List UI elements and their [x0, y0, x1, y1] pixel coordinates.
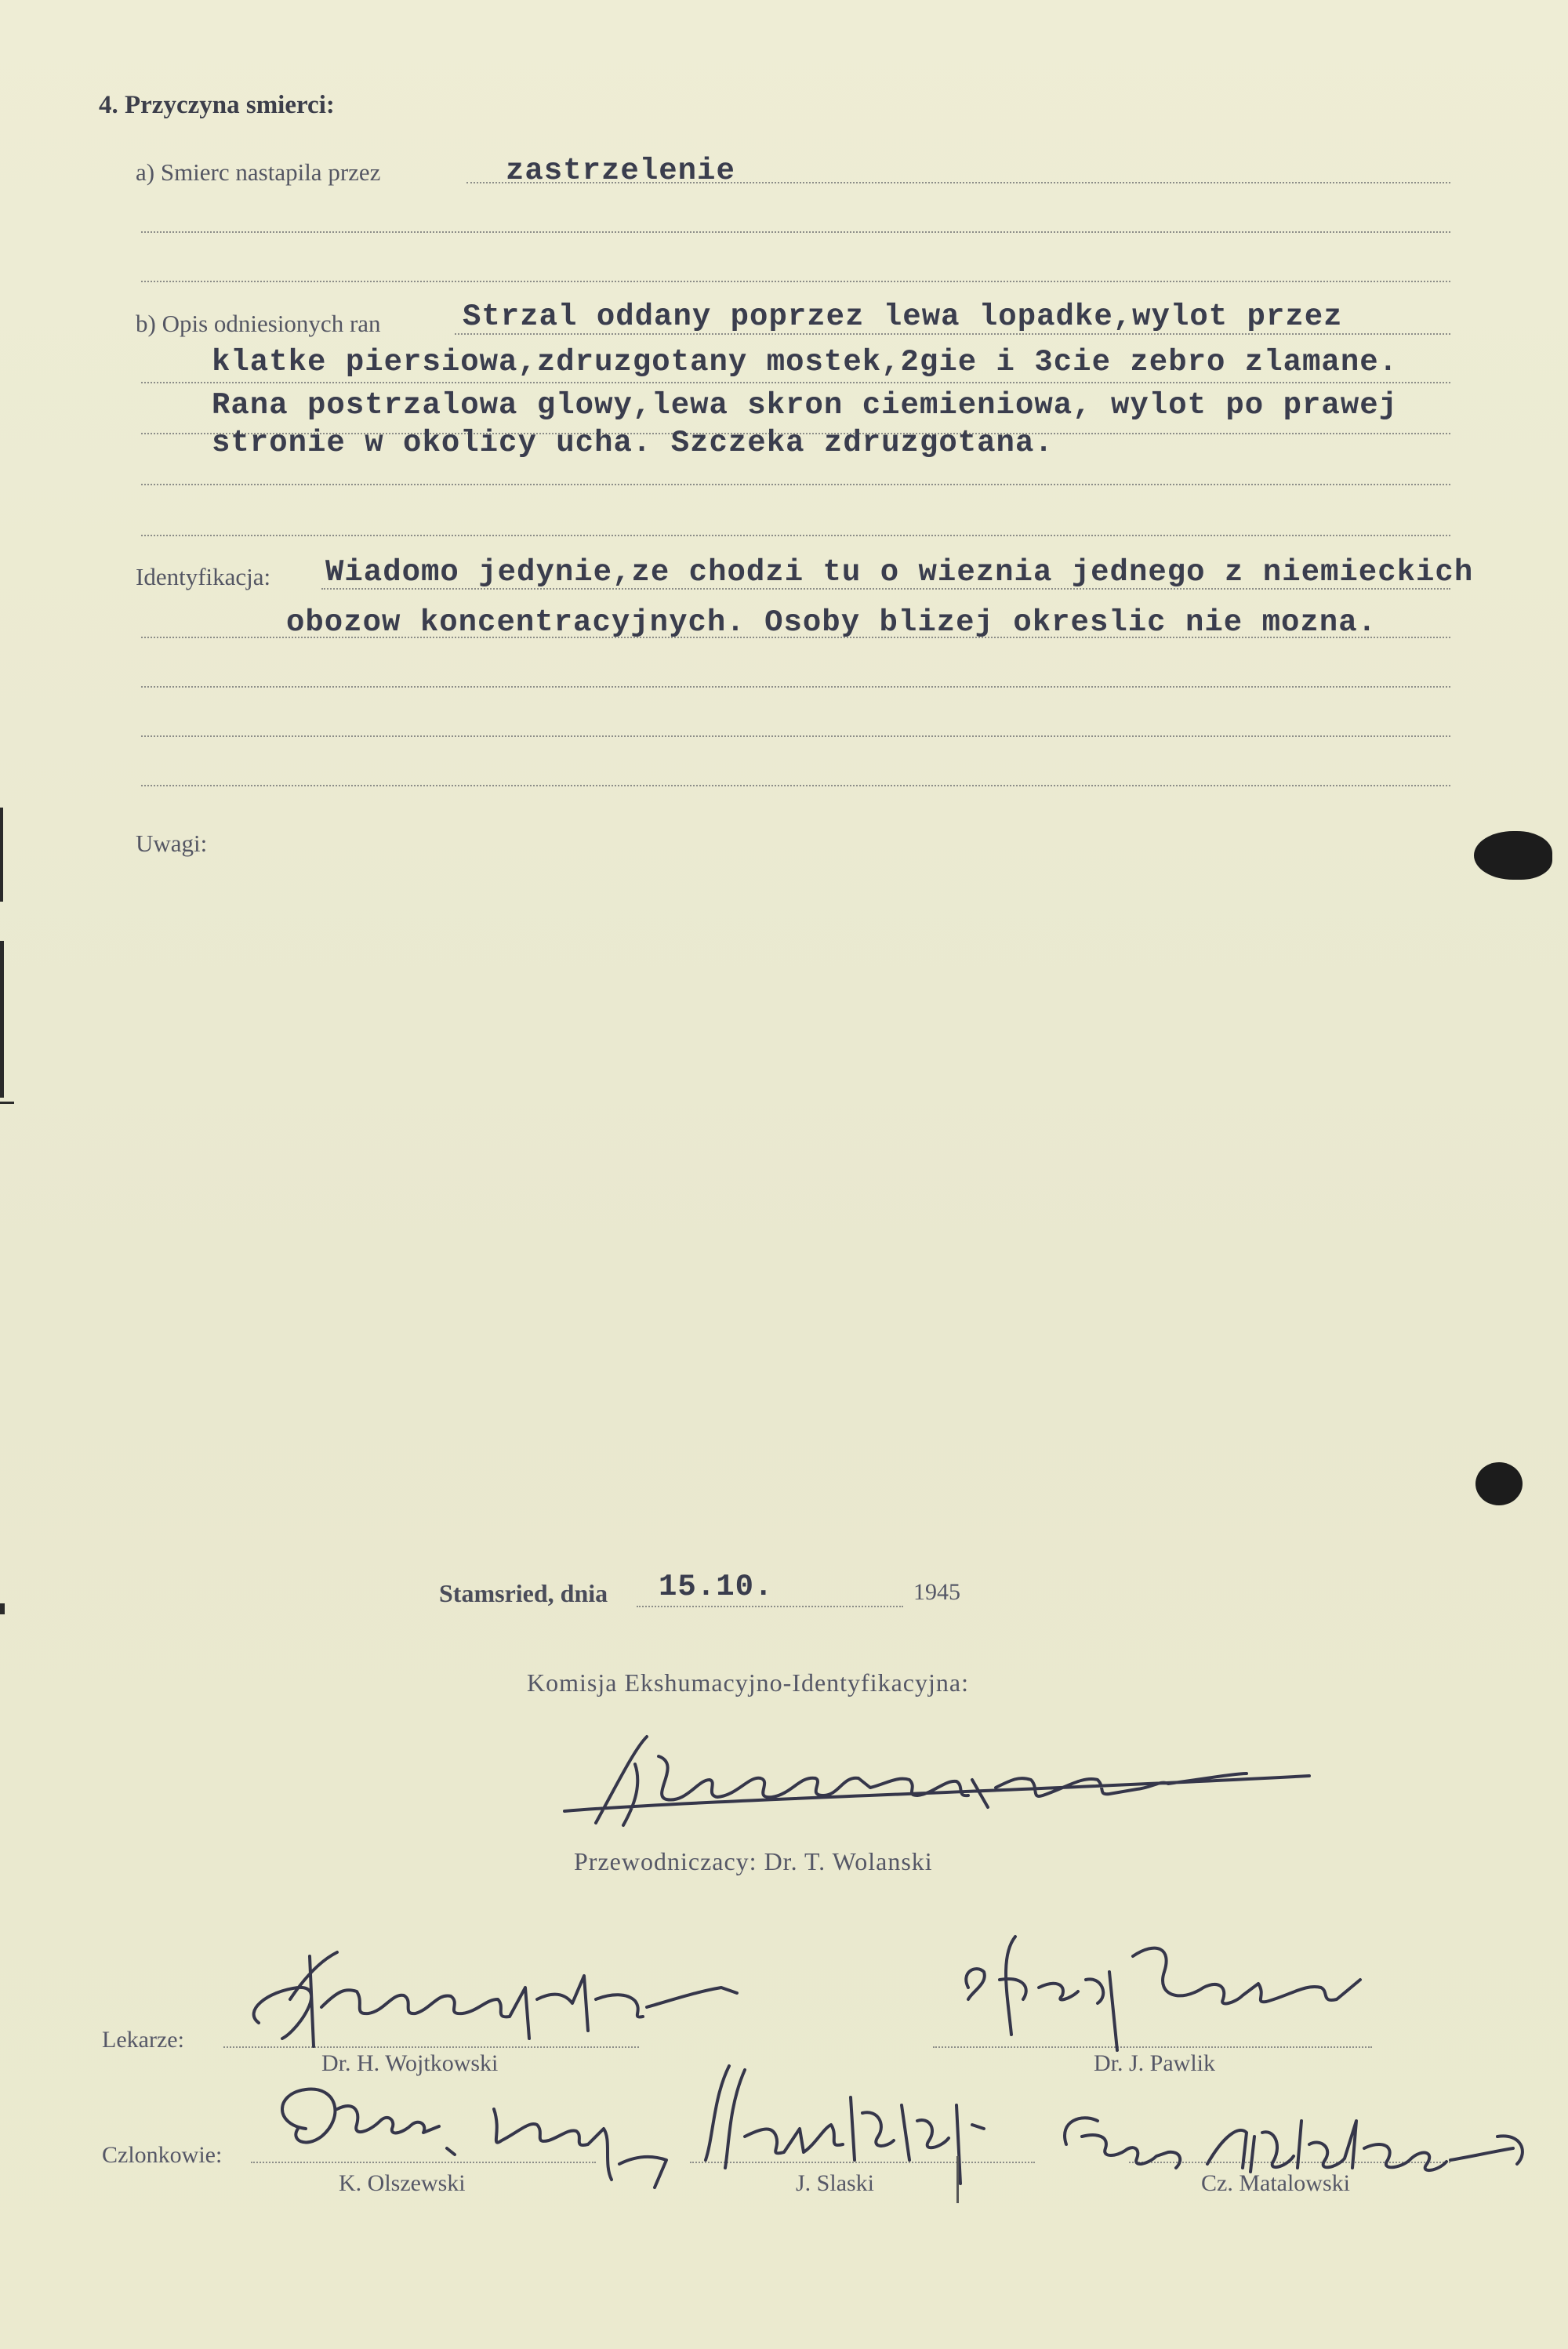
doctor-name-1: Dr. H. Wojtkowski	[321, 2050, 499, 2076]
wounds-line-1: Strzal oddany poprzez lewa lopadke,wylot przez	[463, 300, 1343, 334]
date-value: 15.10.	[659, 1570, 774, 1604]
scan-edge-mark	[0, 941, 4, 1098]
wounds-line-2: klatke piersiowa,zdruzgotany mostek,2gie i 3cie zebro zlamane.	[212, 345, 1399, 379]
punch-hole	[1474, 831, 1552, 880]
dotted-line	[141, 535, 1450, 536]
dotted-line	[141, 281, 1450, 282]
chair-signature	[549, 1733, 1317, 1835]
year-value: 1945	[913, 1579, 960, 1605]
identification-label: Identyfikacja:	[136, 563, 271, 590]
dotted-line	[141, 735, 1450, 737]
remarks-label: Uwagi:	[136, 830, 208, 857]
doctor-signature-2	[953, 1925, 1392, 2066]
dotted-line	[141, 686, 1450, 688]
member-name-3: Cz. Matalowski	[1201, 2170, 1350, 2196]
doctors-label: Lekarze:	[102, 2027, 184, 2053]
dotted-line	[141, 382, 1450, 383]
wounds-line-3: Rana postrzalowa glowy,lewa skron ciemieniowa, wylot po prawej	[212, 388, 1399, 423]
dotted-line	[141, 484, 1450, 485]
scan-edge-mark	[0, 808, 3, 902]
dotted-line	[321, 588, 1450, 590]
member-name-1: K. Olszewski	[339, 2170, 466, 2196]
punch-hole	[1475, 1462, 1523, 1505]
identification-line-2: obozow koncentracyjnych. Osoby blizej okreslic nie mozna.	[286, 605, 1377, 640]
pen-mark	[956, 2156, 959, 2203]
chair-name: Przewodniczacy: Dr. T. Wolanski	[574, 1847, 933, 1875]
dotted-line	[455, 333, 1450, 335]
place-date-label: Stamsried, dnia	[439, 1579, 608, 1607]
cause-value: zastrzelenie	[506, 154, 735, 188]
dotted-line	[637, 1606, 903, 1607]
member-signature-3	[1051, 2089, 1537, 2184]
dotted-line	[141, 785, 1450, 786]
member-name-2: J. Slaski	[796, 2170, 875, 2196]
commission-title: Komisja Ekshumacyjno-Identyfikacyjna:	[527, 1668, 969, 1697]
members-label: Czlonkowie:	[102, 2142, 223, 2168]
section-heading: 4. Przyczyna smierci:	[99, 91, 335, 119]
member-signature-1	[259, 2062, 698, 2195]
scan-edge-mark	[0, 1102, 14, 1104]
scan-edge-mark	[0, 1603, 5, 1614]
wounds-line-4: stronie w okolicy ucha. Szczeka zdruzgotana.	[212, 426, 1054, 460]
identification-line-1: Wiadomo jedynie,ze chodzi tu o wieznia jednego z niemieckich	[325, 555, 1474, 590]
doctor-name-2: Dr. J. Pawlik	[1094, 2050, 1216, 2076]
cause-label: a) Smierc nastapila przez	[136, 158, 381, 186]
wounds-label: b) Opis odniesionych ran	[136, 310, 381, 337]
dotted-line	[141, 231, 1450, 233]
dotted-line	[141, 637, 1450, 638]
